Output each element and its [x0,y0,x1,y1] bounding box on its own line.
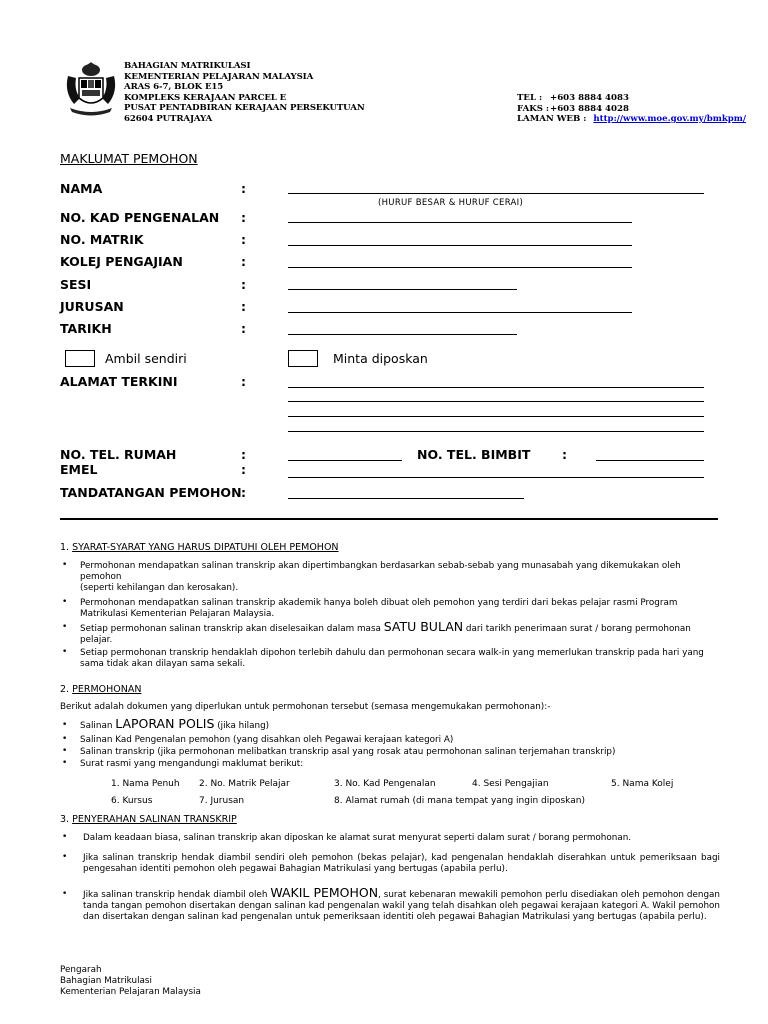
item-text: , surat kebenaran mewakili pemohon perlu disediakan oleh pemohon dengan tanda tangan pemohon disertakan dengan salinan kad pengenalan wakil yang telah disahkan oleh pegawai kerajaan kategori A. Wakil pemohon dan disertakan dengan salinan kad pengenalan untuk pemeriksaan identiti oleh pegawai Bahagian Matrikulasi yang bertugas (apabila perlu). [83,890,721,922]
address-line: ARAS 6-7, BLOK E15 [124,82,224,92]
required-item: 3. No. Kad Pengenalan [334,779,436,789]
required-item: 2. No. Matrik Pelajar [199,779,290,789]
section-2-title [60,684,141,695]
field-label-tel-bimbit: NO. TEL. BIMBIT [417,447,531,462]
address-line: KEMENTERIAN PELAJARAN MALAYSIA [124,71,314,82]
colon: : [241,277,246,292]
field-label-kad-pengenalan: NO. KAD PENGENALAN [60,210,220,225]
item-text: Permohonan mendapatkan salinan transkrip akan dipertimbangkan berdasarkan sebab-sebab yang munasabah yang dikemukakan oleh pemohon [80,561,681,582]
field-label-kolej: KOLEJ PENGAJIAN [60,254,183,269]
tarikh-input-line[interactable] [288,334,517,335]
minta-diposkan-checkbox[interactable] [288,350,318,367]
jurusan-input-line[interactable] [288,312,632,313]
section-1-title [60,542,339,553]
colon: : [241,254,246,269]
list-item: Surat rasmi yang mengandungi maklumat berikut: [80,759,304,769]
list-item [80,561,720,594]
form-title: MAKLUMAT PEMOHON [60,151,198,166]
emphasis-text: LAPORAN POLIS [115,716,215,731]
nama-input-line[interactable] [288,193,704,194]
section-divider [60,518,718,520]
required-item: 6. Kursus [111,796,153,806]
section-number: 1. [60,542,70,553]
bullet-icon: • [62,560,68,570]
required-item: 5. Nama Kolej [611,779,674,789]
faks-value: +603 8884 4028 [550,103,629,114]
colon: : [562,447,567,462]
colon: : [241,462,246,477]
emel-input-line[interactable] [288,477,704,478]
bullet-icon: • [62,720,68,730]
list-item: Dalam keadaan biasa, salinan transkrip akan diposkan ke alamat surat menyurat seperti dalam surat / borang permohonan. [83,833,632,843]
section-2-intro: Berikut adalah dokumen yang diperlukan untuk permohonan tersebut (semasa mengemukakan permohonan):- [60,702,551,712]
section-heading: PENYERAHAN SALINAN TRANSKRIP [72,814,237,825]
section-heading: PERMOHONAN [72,684,142,695]
bullet-icon: • [62,746,68,756]
field-label-emel: EMEL [60,462,98,477]
list-item: Salinan transkrip (jika permohonan melibatkan transkrip asal yang rosak atau permohonan salinan terjemahan transkrip) [80,747,616,757]
ministry-address-block [124,61,365,124]
list-item: Salinan Kad Pengenalan pemohon (yang disahkan oleh Pegawai kerajaan kategori A) [80,735,454,745]
faks-label: FAKS : [517,103,550,114]
alamat-input-line[interactable] [288,401,704,402]
item-text: Setiap permohonan salinan transkrip akan diselesaikan dalam masa [80,624,381,634]
section-3-title [60,814,237,825]
required-item: 8. Alamat rumah (di mana tempat yang ingin diposkan) [334,796,585,806]
ambil-sendiri-label: Ambil sendiri [105,351,187,366]
tel-bimbit-input-line[interactable] [596,460,704,461]
bullet-icon: • [62,832,68,842]
bullet-icon: • [62,758,68,768]
signature-block [60,965,201,998]
minta-diposkan-label: Minta diposkan [333,351,428,366]
contact-block [517,93,746,125]
website-link[interactable]: http://www.moe.gov.my/bmkpm/ [593,114,747,124]
address-line: PUSAT PENTADBIRAN KERAJAAN PERSEKUTUAN [124,103,365,113]
nama-hint: (HURUF BESAR & HURUF CERAI) [378,198,524,208]
item-text: Jika salinan transkrip hendak diambil oleh [83,890,268,900]
colon: : [241,299,246,314]
section-number: 3. [60,814,70,825]
item-text: (seperti kehilangan dan kerosakan). [80,583,239,593]
colon: : [241,374,246,389]
item-text: Salinan [80,721,113,731]
emphasis-text: SATU BULAN [383,619,464,634]
list-item [83,887,720,923]
list-item: Jika salinan transkrip hendak diambil sendiri oleh pemohon (bekas pelajar), kad pengenalan hendaklah diserahkan untuk pemeriksaan bagi pengesahan identiti pemohon oleh pegawai Bahagian Matrikulasi yang bertugas (apabila perlu). [83,853,720,874]
field-label-tandatangan: TANDATANGAN PEMOHON [60,485,242,500]
tandatangan-input-line[interactable] [288,498,524,499]
alamat-input-line[interactable] [288,387,704,388]
required-item: 1. Nama Penuh [111,779,180,789]
footer-line: Pengarah [60,965,102,975]
colon: : [241,447,246,462]
sesi-input-line[interactable] [288,289,517,290]
alamat-input-line[interactable] [288,416,704,417]
field-label-nama: NAMA [60,181,103,196]
bullet-icon: • [62,597,68,607]
bullet-icon: • [62,852,68,862]
required-item: 4. Sesi Pengajian [472,779,549,789]
field-label-jurusan: JURUSAN [60,299,124,314]
colon: : [241,485,246,500]
government-crest-logo [62,62,120,118]
ambil-sendiri-checkbox[interactable] [65,350,95,367]
bullet-icon: • [62,647,68,657]
bullet-icon: • [62,622,68,632]
colon: : [241,181,246,196]
matrik-input-line[interactable] [288,245,632,246]
emphasis-text: WAKIL PEMOHON [270,885,379,900]
section-heading: SYARAT-SYARAT YANG HARUS DIPATUHI OLEH PEMOHON [72,542,339,553]
list-item: Setiap permohonan transkrip hendaklah dipohon terlebih dahulu dan permohonan secara walk-in yang memerlukan transkrip pada hari yang sama tidak akan dilayan sama sekali. [80,648,704,669]
tel-value: +603 8884 4083 [550,93,629,103]
bullet-icon: • [62,889,68,899]
item-text: dari tarikh penerimaan surat / borang permohonan pelajar. [80,624,691,645]
address-line: KOMPLEKS KERAJAAN PARCEL E [124,92,287,103]
field-label-tel-rumah: NO. TEL. RUMAH [60,447,177,462]
list-item: Permohonan mendapatkan salinan transkrip akademik hanya boleh dibuat oleh pemohon yang terdiri dari bekas pelajar rasmi Program Matrikulasi Kementerian Pelajaran Malaysia. [80,598,678,619]
web-label: LAMAN WEB : [517,114,587,124]
colon: : [241,210,246,225]
kad-pengenalan-input-line[interactable] [288,222,632,223]
tel-rumah-input-line[interactable] [288,460,402,461]
section-number: 2. [60,684,70,695]
field-label-alamat: ALAMAT TERKINI [60,374,178,389]
required-item: 7. Jurusan [199,796,245,806]
item-text: (jika hilang) [217,721,270,731]
alamat-input-line[interactable] [288,431,704,432]
list-item [80,621,722,646]
footer-line: Bahagian Matrikulasi [60,976,152,986]
tel-label: TEL : [517,93,543,103]
field-label-tarikh: TARIKH [60,321,112,336]
list-item [80,718,269,732]
address-line: 62604 PUTRAJAYA [124,113,213,124]
field-label-sesi: SESI [60,277,92,292]
kolej-input-line[interactable] [288,267,632,268]
footer-line: Kementerian Pelajaran Malaysia [60,987,201,997]
colon: : [241,321,246,336]
address-line: BAHAGIAN MATRIKULASI [124,61,251,71]
field-label-matrik: NO. MATRIK [60,232,144,247]
colon: : [241,232,246,247]
bullet-icon: • [62,734,68,744]
